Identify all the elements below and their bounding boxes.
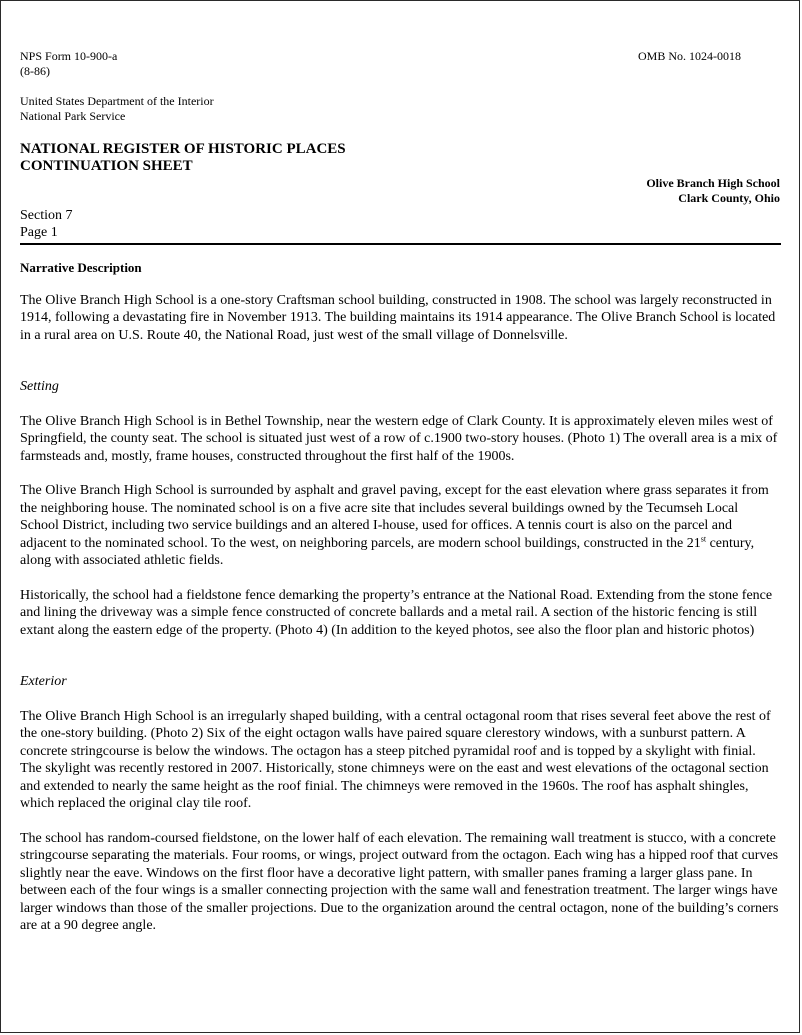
exterior-heading: Exterior (20, 674, 67, 689)
property-location: Clark County, Ohio (678, 191, 780, 205)
setting-paragraph-1: The Olive Branch High School is in Bethel Township, near the western edge of Clark County. It is approximately eleven miles west of Springfield, the county seat. The school is situated just west of a row of c.1900 two-story houses. (Photo 1) The overall area is a mix of farmsteads and, mostly, frame houses, constructed throughout the first half of the 1900s. (20, 413, 778, 464)
form-identifier (20, 49, 117, 79)
setting-paragraph-2-tail: century, along with associated athletic fields. (20, 535, 755, 568)
agency-block (20, 94, 214, 124)
form-date: (8-86) (20, 64, 50, 78)
setting-paragraph-2 (20, 482, 779, 570)
page-number: Page 1 (20, 225, 58, 240)
property-name: Olive Branch High School (646, 176, 780, 190)
exterior-paragraph-1: The Olive Branch High School is an irregularly shaped building, with a central octagonal room that rises several feet above the rest of the one-story building. (Photo 2) Six of the eight octagon walls have paired square clerestory windows, with a sunburst pattern. A concrete stringcourse is below the windows. The octagon has a steep pitched pyramidal roof and is topped by a skylight with finial. The skylight was recently restored in 2007. Historically, stone chimneys were on the east and west elevations of the octagonal section and extended to nearly the same height as the roof finial. The chimneys were removed in the 1960s. The roof has asphalt shingles, which replaced the original clay tile roof. (20, 708, 771, 811)
omb-number: OMB No. 1024-0018 (637, 49, 741, 63)
form-number: NPS Form 10-900-a (20, 49, 118, 63)
title-line-2: CONTINUATION SHEET (20, 158, 193, 174)
header-divider (20, 243, 781, 245)
document-title (20, 141, 346, 175)
property-block (646, 176, 780, 206)
narrative-paragraph: The Olive Branch High School is a one-story Craftsman school building, constructed in 1908. The school was largely reconstructed in 1914, following a devastating fire in November 1913. The building maintains its 1914 appearance. The Olive Branch School is located in a rural area on U.S. Route 40, the National Road, just west of the small village of Donnelsville. (20, 292, 776, 343)
narrative-heading: Narrative Description (20, 260, 142, 275)
exterior-paragraph-2: The school has random-coursed fieldstone, on the lower half of each elevation. The remaining wall treatment is stucco, with a concrete stringcourse separating the materials. Four rooms, or wings, project outward from the octagon. Each wing has a hipped roof that curves slightly near the eave. Windows on the first floor have a decorative light pattern, with smaller panes framing a larger glass pane. In between each of the four wings is a smaller connecting projection with the same wall and fenestration treatment. The larger wings have larger windows than those of the smaller projections. Due to the organization around the central octagon, none of the building’s corners are at a 90 degree angle. (20, 830, 779, 933)
section-page-block (20, 207, 73, 241)
setting-paragraph-2-text: The Olive Branch High School is surrounded by asphalt and gravel paving, except for the east elevation where grass separates it from the neighboring house. The nominated school is on a five acre site that includes several buildings owned by the Tecumseh Local School District, including two service buildings and an altered I-house, used for offices. A tennis court is also on the parcel and adjacent to the nominated school. To the west, on neighboring parcels, are modern school buildings, constructed in the 21 (20, 483, 769, 551)
department-name: United States Department of the Interior (20, 94, 214, 108)
ordinal-suffix: st (700, 533, 707, 543)
title-line-1: NATIONAL REGISTER OF HISTORIC PLACES (20, 141, 346, 157)
document-body (20, 259, 779, 935)
section-number: Section 7 (20, 208, 73, 223)
setting-paragraph-3: Historically, the school had a fieldstone fence demarking the property’s entrance at the National Road. Extending from the stone fence and lining the driveway was a simple fence constructed of concrete ballards and a metal rail. A section of the historic fencing is still extant along the eastern edge of the property. (Photo 4) (In addition to the keyed photos, see also the floor plan and historic photos) (20, 587, 773, 638)
setting-heading: Setting (20, 379, 59, 394)
service-name: National Park Service (20, 109, 126, 123)
